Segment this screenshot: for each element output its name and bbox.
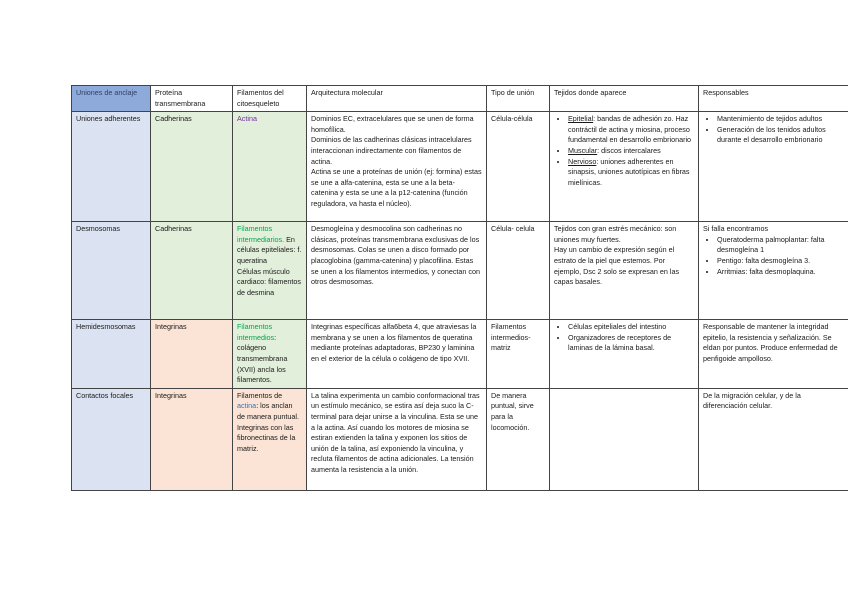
protein-cell: Cadherinas: [151, 112, 233, 222]
list-item: [568, 146, 694, 157]
filament-highlight: actina: [237, 401, 257, 411]
list-item: • Arritmias: falta desmoplaquina.: [717, 267, 846, 278]
responsables-cell: [699, 222, 848, 320]
junction-type-cell: Célula- celula: [487, 222, 550, 320]
filament-highlight: Filamentos intermediarios.: [237, 224, 285, 244]
table-row: [72, 112, 848, 222]
table-row: [72, 388, 848, 490]
header-cell: Proteína transmembrana: [151, 86, 233, 112]
architecture-cell: La talina experimenta un cambio conformacional tras un estímulo mecánico, se estira así deja suco la C-terminal para dejar unirse a la vinculina. Esta se une a la actina. Así cuando los motores de miosina se estiran extienden la talina y exponen los sitios de unión de la talina, así exponiendo la vinculina, y recluta filamentos de actina adicionales. La tensión aumenta la resistencia a la unión.: [307, 388, 487, 490]
table-row: [72, 222, 848, 320]
list-item: • Generación de los tenidos adultos durante el desarrollo embrionario: [717, 125, 846, 146]
responsables-cell: De la migración celular, y de la diferenciación celular.: [699, 388, 848, 490]
architecture-cell: Dominios EC, extracelulares que se unen de forma homofílica. Dominios de las cadherinas clásicas intracelulares interaccionan indirectamente con filamentos de actina. Actina se une a proteínas de unión (ej: formina) estas se une a alfa-catenina, esta se une a la beta-catenina y esta se une a la p12-catenina (función reguladora, va hasta el núcleo).: [307, 112, 487, 222]
filament-text: : los anclan de manera puntual. Integrinas con las fibronectinas de la matriz.: [237, 401, 299, 453]
tissues-cell: [550, 388, 699, 490]
filament-text: : colágeno transmembrana (XVII) ancla los filamentos.: [237, 332, 288, 385]
filament-text: Filamentos de: [237, 390, 283, 400]
filament-highlight: Filamentos intermedios: [237, 322, 275, 342]
responsables-intro: Si falla encontramos: [703, 224, 769, 234]
architecture-cell: Integrinas específicas alfa6beta 4, que atraviesas la membrana y se unen a los filamentos de queratina mediante proteínas adaptadoras, BP230 y laminina en el exterior de la célula o colágeno de tipo XVII.: [307, 320, 487, 389]
tissue-text: : uniones adherentes en sinapsis, uniones autotípicas en fibras mielínicas.: [568, 156, 690, 187]
anchoring-junctions-table: [71, 85, 848, 491]
header-cell: Uniones de anclaje: [72, 86, 151, 112]
filament-cell: [233, 388, 307, 490]
protein-cell: Integrinas: [151, 320, 233, 389]
tissues-cell: [550, 112, 699, 222]
tissue-text: : discos intercalares: [597, 145, 661, 155]
junction-type-cell: De manera puntual, sirve para la locomoción.: [487, 388, 550, 490]
list-item: [568, 157, 694, 189]
filament-cell: [233, 320, 307, 389]
union-name: Contactos focales: [72, 388, 151, 490]
union-name: Uniones adherentes: [72, 112, 151, 222]
tissue-text: : bandas de adhesión zo. Haz contráctil de actina y miosina, proceso fundamental en desarrollo embrionario: [568, 114, 692, 145]
junction-type-cell: Célula-célula: [487, 112, 550, 222]
protein-cell: Integrinas: [151, 388, 233, 490]
tissues-cell: [550, 320, 699, 389]
header-cell: Tejidos donde aparece: [550, 86, 699, 112]
responsables-cell: Responsable de mantener la integridad epitelio, la resistencia y señalización. Se eldan por puntos. Produce enfermedad de penfigoide ampolloso.: [699, 320, 848, 389]
table-row: [72, 320, 848, 389]
filament-cell: [233, 222, 307, 320]
list-item: • Mantenimiento de tejidos adultos: [717, 114, 846, 125]
list-item: • Queratoderma palmoplantar: falta desmogleína 1: [717, 235, 846, 256]
header-cell: Tipo de unión: [487, 86, 550, 112]
header-cell: Arquitectura molecular: [307, 86, 487, 112]
union-name: Hemidesmosomas: [72, 320, 151, 389]
filament-text: Actina: [237, 114, 257, 124]
list-item: • Pentigo: falta desmogleína 3.: [717, 256, 846, 267]
list-item: [568, 114, 694, 146]
list-item: • Células epiteliales del intestino: [568, 322, 694, 333]
header-row: [72, 86, 848, 112]
header-cell: Responsables: [699, 86, 848, 112]
header-cell: Filamentos del citoesqueleto: [233, 86, 307, 112]
protein-cell: Cadherinas: [151, 222, 233, 320]
filament-text: En células epiteliales: f. queratina Células músculo cardiaco: filamentos de desmina: [237, 234, 302, 297]
tissue-label: Nervioso: [568, 156, 597, 166]
filament-cell: [233, 112, 307, 222]
list-item: • Organizadores de receptores de laminas de la lámina basal.: [568, 333, 694, 354]
tissue-label: Epitelial: [568, 114, 594, 124]
responsables-cell: [699, 112, 848, 222]
union-name: Desmosomas: [72, 222, 151, 320]
architecture-cell: Desmogleína y desmocolina son cadherinas no clásicas, proteínas transmembrana exclusivas de los desmosomas. Colas se unen a disco formado por placoglobina (gamma-catenina) y placofilina. Estas se unen a los filamentos intermedios, y conectan con otros desmosomas.: [307, 222, 487, 320]
tissues-cell: Tejidos con gran estrés mecánico: son uniones muy fuertes. Hay un cambio de expresión según el estrato de la piel que estemos. Por ejemplo, Dsc 2 solo se expresan en las capas basales.: [550, 222, 699, 320]
junction-type-cell: Filamentos intermedios-matriz: [487, 320, 550, 389]
tissue-label: Muscular: [568, 145, 598, 155]
